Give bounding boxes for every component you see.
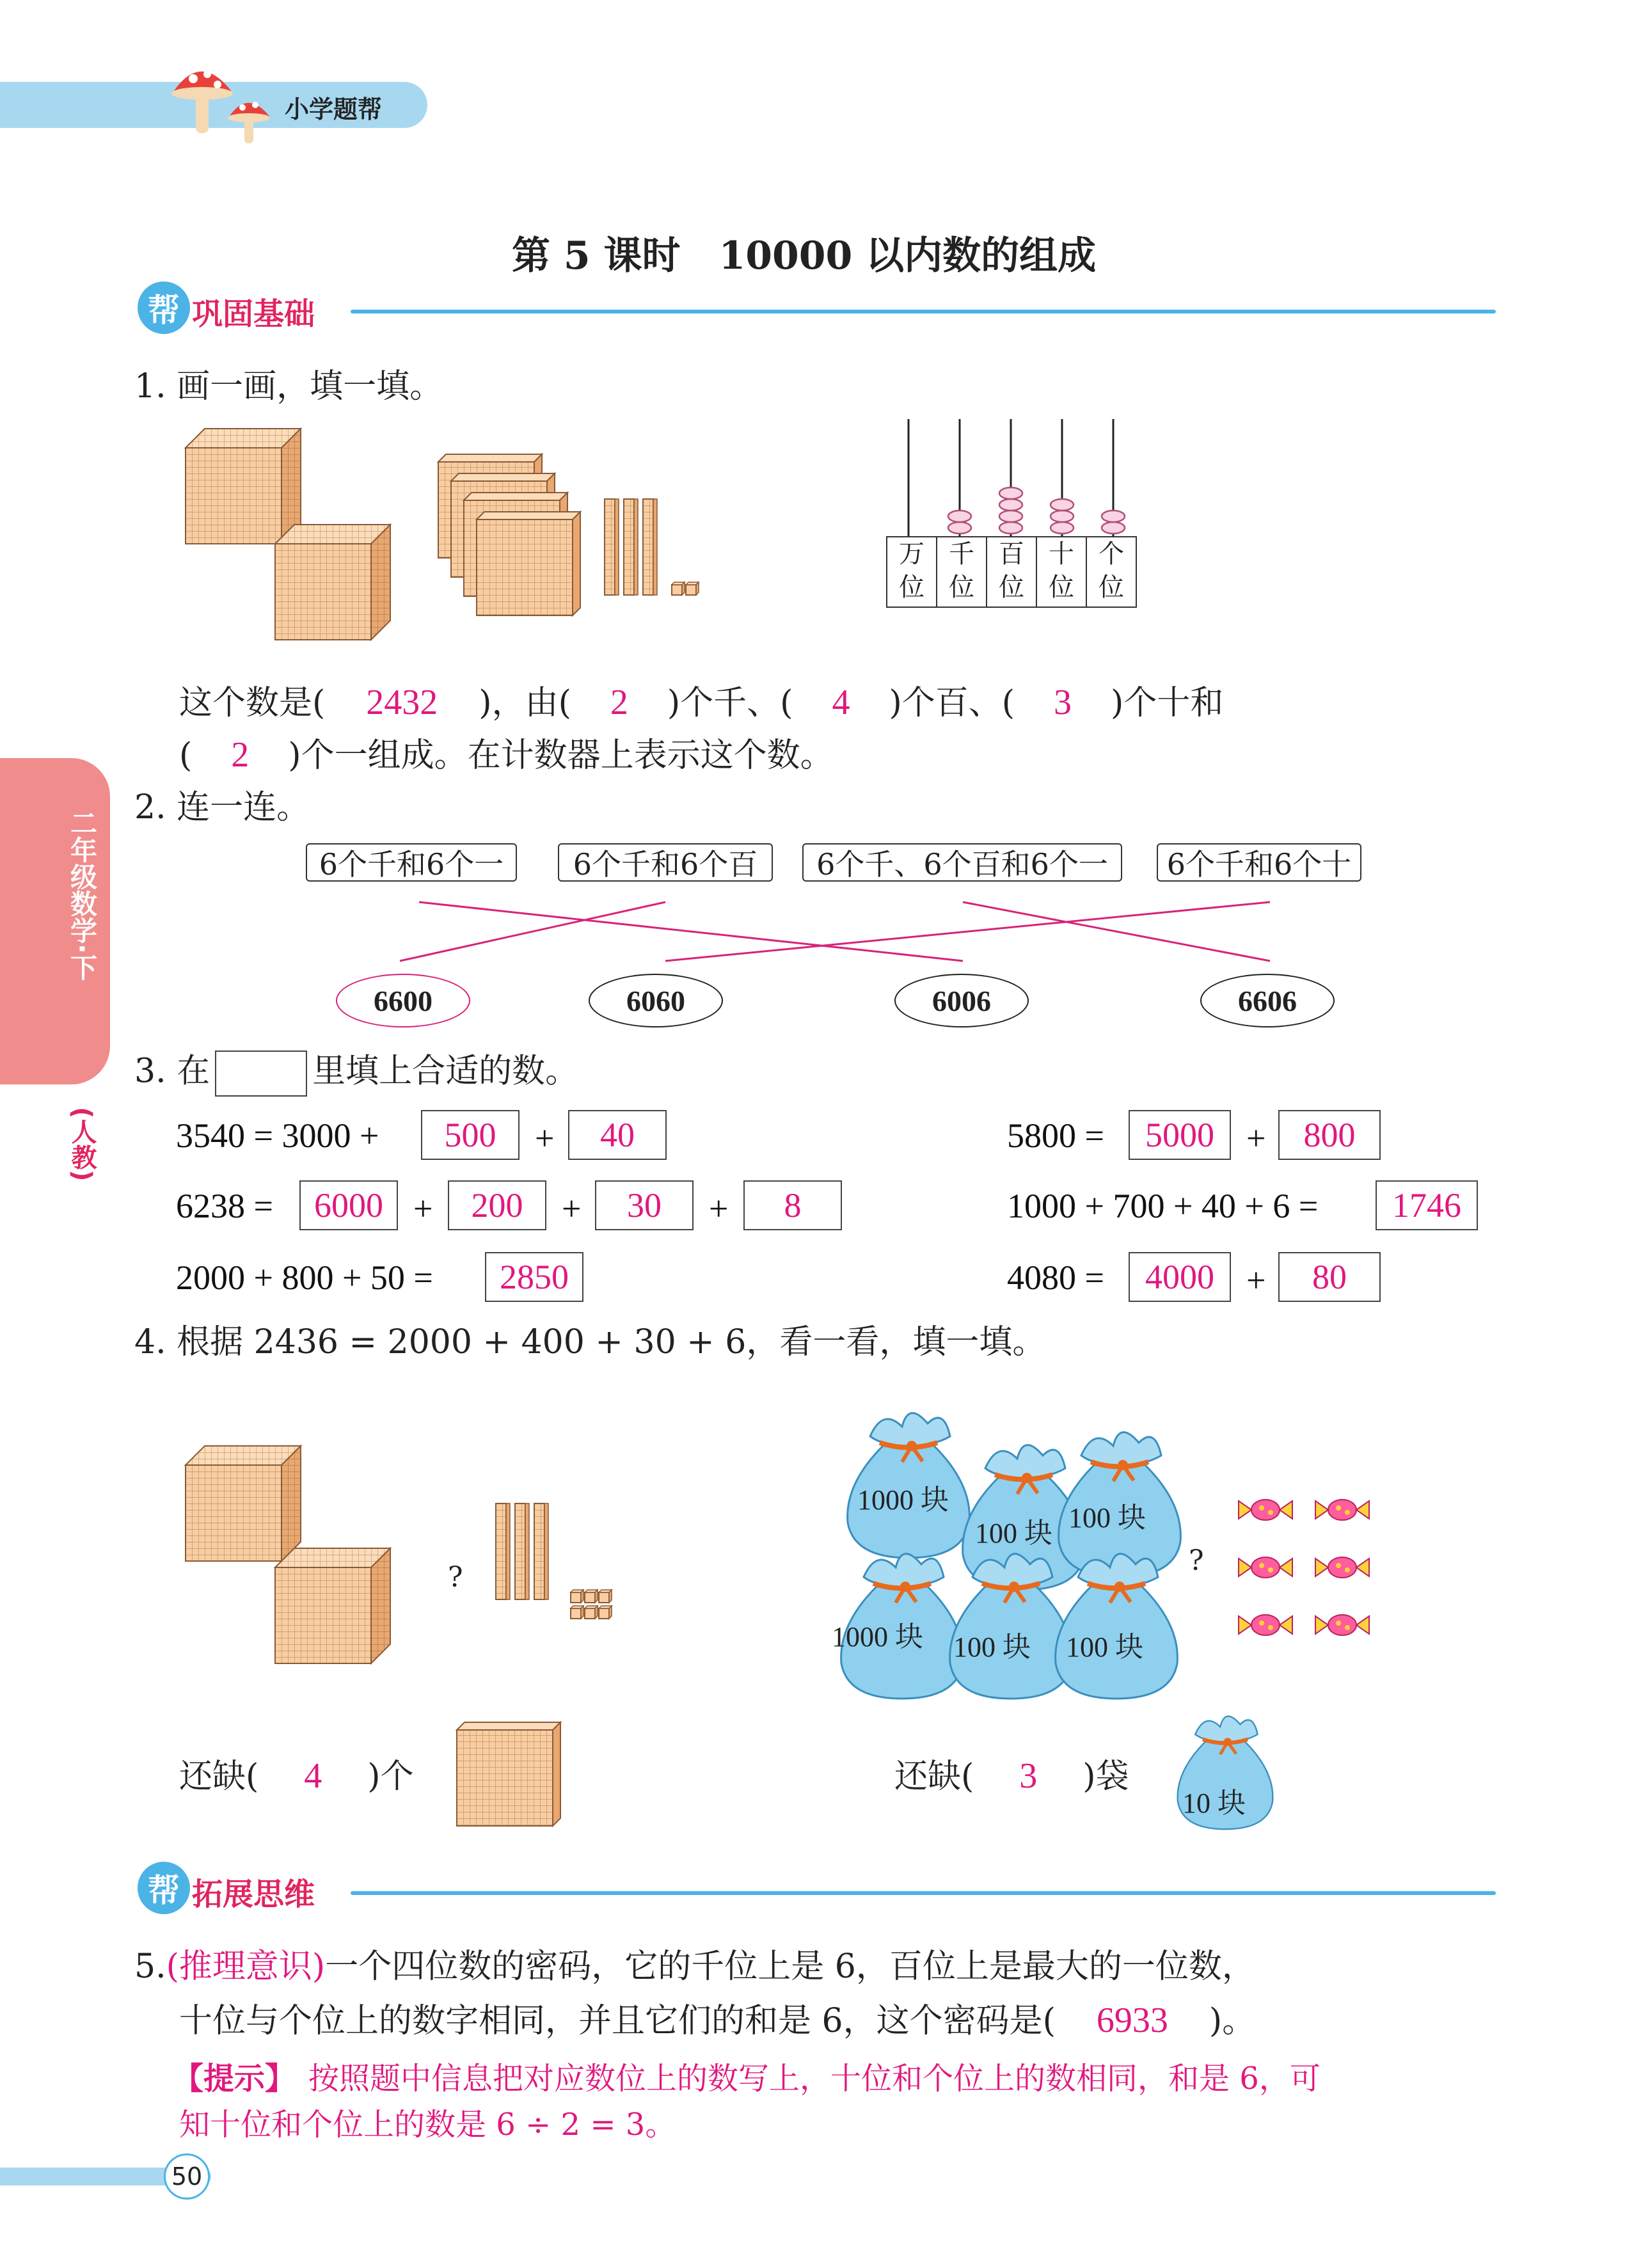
q2-number-4[interactable]: 6606 bbox=[1200, 974, 1335, 1027]
q3-eq1-plus: + bbox=[535, 1119, 555, 1157]
bag-label-6: 100 块 bbox=[1066, 1631, 1143, 1663]
q3-eq1-lhs: 3540 = 3000 + bbox=[176, 1116, 379, 1155]
q2-phrase-1[interactable]: 6个千和6个一 bbox=[306, 843, 517, 882]
abacus-label-shi: 十 位 bbox=[1036, 536, 1087, 608]
q1-answer-ones: 2 bbox=[231, 735, 250, 775]
q3-prompt: 3. 在 里填上合适的数。 bbox=[134, 1051, 578, 1097]
abacus-label-qian: 千 位 bbox=[936, 536, 987, 608]
q5-hint-line2: 知十位和个位上的数是 6 ÷ 2 = 3。 bbox=[179, 2107, 676, 2143]
q3-eq6-plus: + bbox=[1246, 1261, 1266, 1299]
q4-left-answer: 4 bbox=[304, 1756, 322, 1796]
section-help-badge: 帮 bbox=[138, 282, 190, 334]
small-bag-label: 10 块 bbox=[1182, 1788, 1246, 1819]
bag-label-5: 100 块 bbox=[953, 1631, 1031, 1663]
q1-blocks-illustration bbox=[179, 422, 729, 665]
q3-eq2-plus3: + bbox=[709, 1189, 729, 1228]
hundred-flat-icon bbox=[456, 1721, 564, 1830]
q3-eq3-box1[interactable]: 2850 bbox=[485, 1252, 583, 1302]
q4-question-mark-left: ? bbox=[448, 1561, 463, 1594]
q1-answer-thousands: 2 bbox=[610, 683, 628, 722]
bag-label-4: 1000 块 bbox=[832, 1621, 923, 1653]
q3-eq4-lhs: 5800 = bbox=[1007, 1116, 1104, 1155]
q3-eq6-box2[interactable]: 80 bbox=[1278, 1252, 1381, 1302]
small-bag-icon bbox=[1171, 1702, 1280, 1843]
q3-eq2-plus2: + bbox=[562, 1189, 582, 1228]
q1-line1: 这个数是( 2432 )，由( 2 )个千、( 4 )个百、( 3 )个十和 bbox=[179, 683, 1224, 722]
q3-eq2-box3[interactable]: 30 bbox=[595, 1180, 694, 1230]
section-basic-title: 巩固基础 bbox=[192, 296, 315, 332]
q4-prompt: 4. 根据 2436 = 2000 + 400 + 30 + 6，看一看，填一填。 bbox=[134, 1323, 1046, 1361]
q2-number-2[interactable]: 6060 bbox=[589, 974, 723, 1027]
q1-answer-number: 2432 bbox=[366, 683, 438, 722]
q4-left-answer-line: 还缺( 4 )个 bbox=[179, 1756, 414, 1796]
q2-number-1[interactable]: 6600 bbox=[336, 974, 470, 1027]
q3-eq2-plus1: + bbox=[413, 1189, 433, 1228]
q4-question-mark-right: ? bbox=[1189, 1544, 1204, 1577]
bag-label-2: 100 块 bbox=[975, 1518, 1052, 1549]
q4-right-answer: 3 bbox=[1019, 1756, 1038, 1796]
q3-eq2-lhs: 6238 = bbox=[176, 1187, 273, 1225]
q2-phrase-4[interactable]: 6个千和6个十 bbox=[1157, 843, 1361, 882]
q4-right-answer-line: 还缺( 3 )袋 bbox=[894, 1756, 1129, 1796]
section-help-badge-2: 帮 bbox=[138, 1862, 190, 1914]
q3-eq5-box1[interactable]: 1746 bbox=[1376, 1180, 1478, 1230]
q3-eq4-box2[interactable]: 800 bbox=[1278, 1110, 1381, 1160]
q5-line1: 5.(推理意识)一个四位数的密码，它的千位上是 6，百位上是最大的一位数， bbox=[134, 1947, 1255, 1986]
q3-eq4-plus: + bbox=[1246, 1119, 1266, 1157]
q1-answer-tens: 3 bbox=[1054, 683, 1072, 722]
abacus-counter bbox=[883, 416, 1152, 537]
abacus-label-wan: 万 位 bbox=[886, 536, 937, 608]
q4-candies bbox=[1227, 1478, 1387, 1657]
q3-eq3-lhs: 2000 + 800 + 50 = bbox=[176, 1258, 433, 1297]
q2-phrase-2[interactable]: 6个千和6个百 bbox=[558, 843, 773, 882]
q2-phrase-3[interactable]: 6个千、6个百和6个一 bbox=[802, 843, 1122, 882]
abacus-label-bai: 百 位 bbox=[986, 536, 1037, 608]
q2-prompt: 2. 连一连。 bbox=[134, 788, 310, 827]
side-tab-grade: 二年级数学·下 bbox=[67, 809, 98, 981]
q3-eq2-box2[interactable]: 200 bbox=[448, 1180, 546, 1230]
brand-name: 小学题帮 bbox=[285, 95, 383, 123]
q4-blocks-illustration bbox=[179, 1439, 653, 1695]
q5-hint-line1: 【提示】 按照题中信息把对应数位上的数写上，十位和个位上的数相同，和是 6，可 bbox=[173, 2061, 1321, 2097]
q3-eq5-lhs: 1000 + 700 + 40 + 6 = bbox=[1007, 1187, 1319, 1225]
q2-connection-lines bbox=[0, 883, 1634, 972]
q1-answer-hundreds: 4 bbox=[832, 683, 850, 722]
page-number: 50 bbox=[164, 2153, 210, 2200]
side-tab-edition: (人教) bbox=[67, 1107, 97, 1182]
q3-eq6-box1[interactable]: 4000 bbox=[1129, 1252, 1231, 1302]
mushroom-logo-icon bbox=[168, 56, 283, 146]
q1-prompt: 1. 画一画，填一填。 bbox=[134, 367, 443, 406]
q3-eq1-box2[interactable]: 40 bbox=[568, 1110, 667, 1160]
q3-eq2-box1[interactable]: 6000 bbox=[299, 1180, 398, 1230]
q3-eq6-lhs: 4080 = bbox=[1007, 1258, 1104, 1297]
q3-eq1-box1[interactable]: 500 bbox=[421, 1110, 520, 1160]
bag-label-1: 1000 块 bbox=[857, 1484, 949, 1516]
q3-eq4-box1[interactable]: 5000 bbox=[1129, 1110, 1231, 1160]
q3-prompt-box bbox=[215, 1051, 307, 1097]
q2-number-3[interactable]: 6006 bbox=[894, 974, 1029, 1027]
q5-answer: 6933 bbox=[1096, 2001, 1168, 2040]
bag-label-3: 100 块 bbox=[1068, 1502, 1146, 1534]
section-basic-line bbox=[351, 310, 1496, 313]
section-extend-line bbox=[351, 1891, 1496, 1895]
q1-line2: ( 2 )个一组成。在计数器上表示这个数。 bbox=[179, 735, 834, 775]
abacus-label-ge: 个 位 bbox=[1086, 536, 1137, 608]
q5-line2: 十位与个位上的数字相同，并且它们的和是 6，这个密码是( 6933 )。 bbox=[179, 2001, 1256, 2040]
q3-eq2-box4[interactable]: 8 bbox=[743, 1180, 842, 1230]
section-extend-title: 拓展思维 bbox=[192, 1876, 315, 1912]
lesson-title: 第 5 课时 10000 以内数的组成 bbox=[512, 234, 1097, 278]
